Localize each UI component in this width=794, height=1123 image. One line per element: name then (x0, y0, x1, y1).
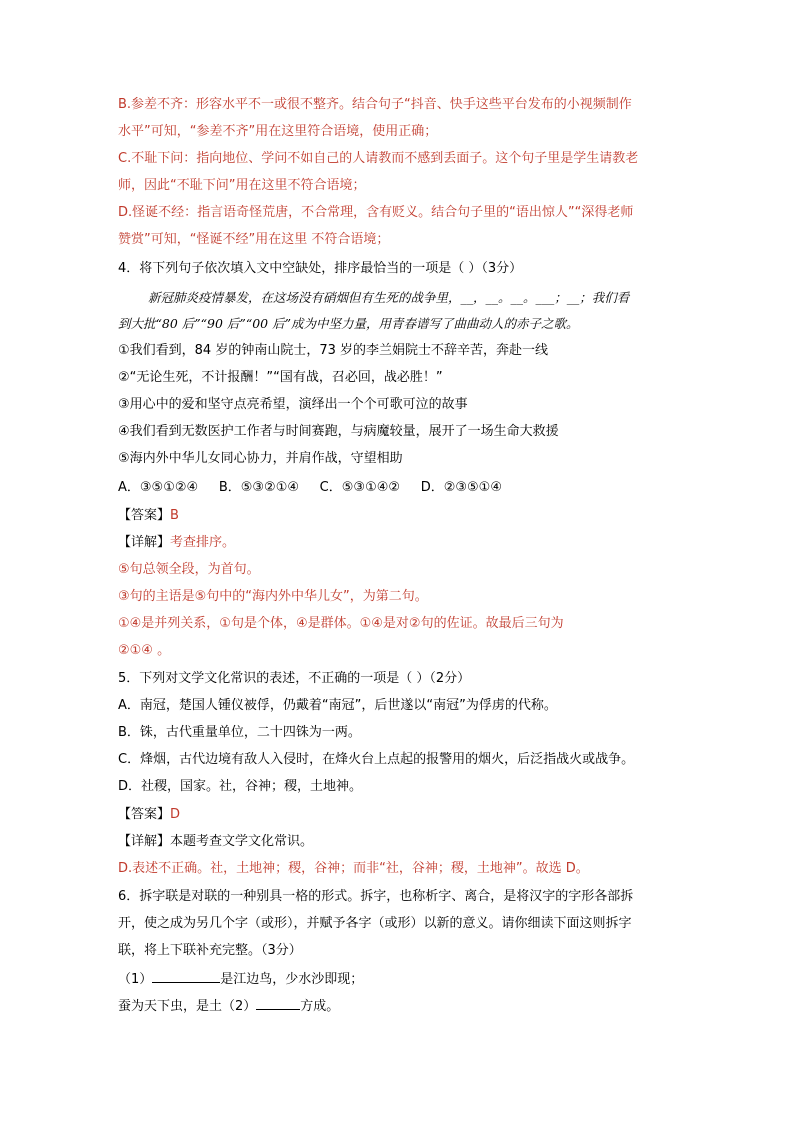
blank-1-label: （1） (118, 972, 153, 987)
analysis-b-cont: 水平”可知，“参差不齐”用在这里符合语境，使用正确； (118, 124, 438, 139)
sentence-2: ②“无论生死，不计报酬！”“国有战，召必回，战必胜！” (118, 370, 443, 385)
question-5-option-c: C．烽烟，古代边境有敌人入侵时，在烽火台上点起的报警用的烟火，后泛指战火或战争。 (118, 752, 635, 767)
sentence-3: ③用心中的爱和坚守点亮希望，演绎出一个个可歌可泣的故事 (118, 397, 468, 412)
explanation-4-line4: ②①④ 。 (118, 643, 171, 658)
explanation-tag: 【详解】 (118, 535, 171, 550)
explanation-tag: 【详解】 (118, 834, 171, 849)
answer-value: D (170, 807, 181, 822)
question-5-option-a: A．南冠，楚国人锺仪被俘，仍戴着“南冠”，后世遂以“南冠”为俘虏的代称。 (118, 698, 557, 713)
question-5-title: 5．下列对文学文化常识的表述，不正确的一项是（ ）（2分） (118, 671, 471, 686)
blank-2[interactable] (256, 995, 300, 1010)
analysis-d: D.怪诞不经：指言语奇怪荒唐，不合常理，含有贬义。结合句子里的“语出惊人”“深得老师 (118, 205, 634, 220)
analysis-c: C.不耻下问：指向地位、学问不如自己的人请教而不感到丢面子。这个句子里是学生请教老 (118, 151, 639, 166)
question-4-title: 4．将下列句子依次填入文中空缺处，排序最恰当的一项是（ ）（3分） (118, 261, 523, 276)
blank-1[interactable] (152, 968, 220, 983)
question-5-option-b: B．铢，古代重量单位，二十四铢为一两。 (118, 725, 361, 740)
explanation-text: 本题考查文学文化常识。 (170, 834, 314, 849)
analysis-c-cont: 师，因此“不耻下问”用在这里不符合语境； (118, 178, 366, 193)
couplet-upper (118, 968, 363, 990)
couplet-upper-text: 是江边鸟，少水沙即现； (220, 972, 364, 987)
couplet-lower-text: 蚕为天下虫，是土（2） (118, 999, 257, 1014)
explanation-4-line3: ①④是并列关系，①句是个体，④是群体。①④是对②句的佐证。故最后三句为 (118, 616, 564, 631)
sentence-1: ①我们看到，84 岁的钟南山院士，73 岁的李兰娟院士不辞辛苦，奔赴一线 (118, 343, 549, 358)
explanation-5-line1: D.表述不正确。社，土地神；稷，谷神；而非“社，谷神；稷，土地神”。故选 D。 (118, 861, 589, 876)
question-6-line2: 开，使之成为另几个字（或形），并赋予各字（或形）以新的意义。请你细读下面这则拆字 (118, 916, 632, 931)
answer-tag: 【答案】 (118, 508, 171, 523)
answer-value: B (170, 508, 179, 523)
couplet-lower-end: 方成。 (300, 999, 340, 1014)
explanation-4 (118, 533, 235, 553)
explanation-5 (118, 832, 313, 852)
question-4-passage-cont: 到大批“80 后”“90 后”“00 后”成为中坚力量，用青春谱写了曲曲动人的赤子之歌。 (118, 316, 579, 331)
answer-4 (118, 506, 179, 526)
couplet-lower (118, 995, 339, 1017)
explanation-4-line1: ⑤句总领全段，为首句。 (118, 562, 260, 577)
sentence-4: ④我们看到无数医护工作者与时间赛跑，与病魔较量，展开了一场生命大救援 (118, 424, 559, 439)
sentence-5: ⑤海内外中华儿女同心协力，并肩作战，守望相助 (118, 451, 403, 466)
explanation-text: 考查排序。 (170, 535, 236, 550)
question-4-passage: 新冠肺炎疫情暴发，在这场没有硝烟但有生死的战争里，__，__。__。___；__；我们看 (148, 290, 630, 305)
question-4-options: A．③⑤①②④ B．⑤③②①④ C．⑤③①④② D．②③⑤①④ (118, 480, 502, 495)
question-5-option-d: D．社稷，国家。社，谷神；稷，土地神。 (118, 779, 363, 794)
analysis-d-cont: 赞赏”可知，“怪诞不经”用在这里 不符合语境； (118, 232, 390, 247)
explanation-4-line2: ③句的主语是⑤句中的“海内外中华儿女”，为第二句。 (118, 589, 428, 604)
answer-tag: 【答案】 (118, 807, 171, 822)
answer-5 (118, 805, 180, 825)
question-6-line3: 联，将上下联补充完整。（3分） (118, 943, 302, 958)
analysis-b: B.参差不齐：形容水平不一或很不整齐。结合句子“抖音、快手这些平台发布的小视频制作 (118, 97, 632, 112)
question-6-title: 6．拆字联是对联的一种别具一格的形式。拆字，也称析字、离合，是将汉字的字形各部拆 (118, 889, 634, 904)
